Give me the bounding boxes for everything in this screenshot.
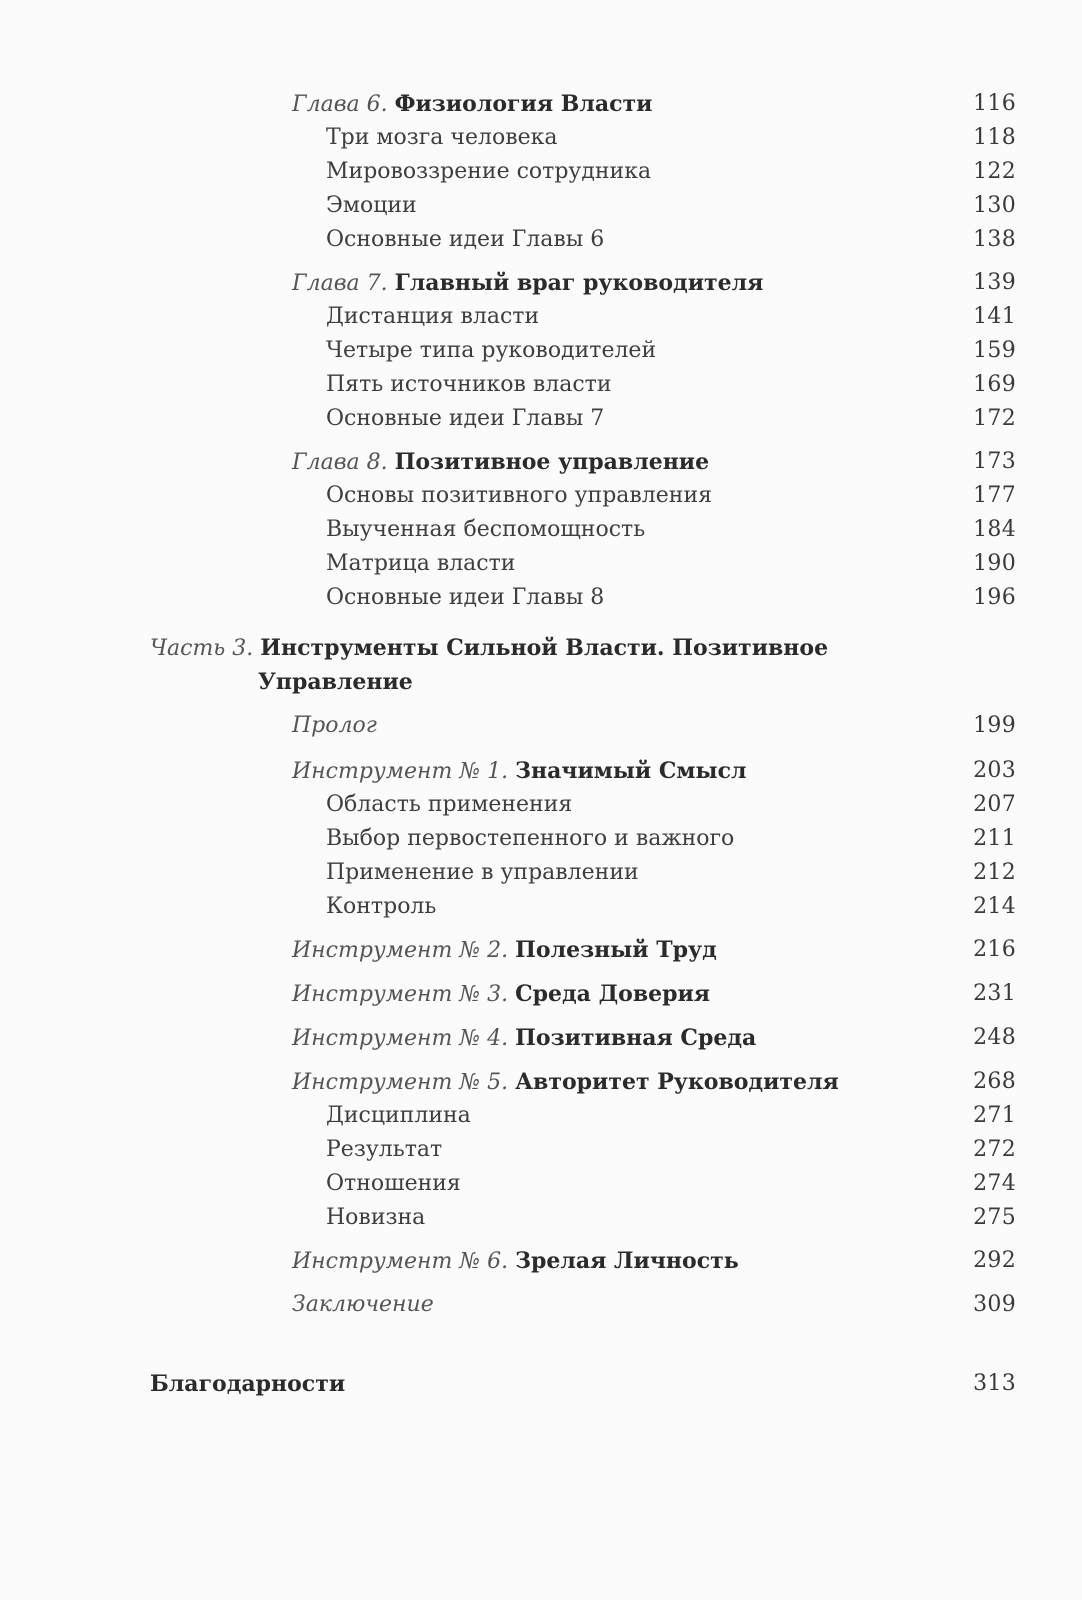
section-title: Основные идеи Главы 8	[326, 585, 605, 610]
section-title: Пять источников власти	[326, 372, 612, 397]
section-title: Выбор первостепенного и важного	[326, 826, 735, 851]
section-title: Четыре типа руководителей	[326, 338, 657, 363]
page-number: 177	[973, 483, 1016, 508]
page-number: 231	[973, 981, 1016, 1006]
acknowledgements-entry[interactable]	[0, 1367, 1082, 1401]
page-number: 207	[973, 792, 1016, 817]
section-entry[interactable]	[0, 513, 1082, 547]
chapter-title: Позитивное управление	[394, 449, 710, 475]
page-number: 122	[973, 159, 1016, 184]
conclusion-title: Заключение	[292, 1292, 434, 1317]
instrument-5-entry[interactable]	[0, 1065, 1082, 1099]
section-entry[interactable]	[0, 1167, 1082, 1201]
instrument-1-entry[interactable]	[0, 754, 1082, 788]
page-number: 159	[973, 338, 1016, 363]
instrument-prefix: Инструмент № 6.	[292, 1249, 509, 1274]
instrument-prefix: Инструмент № 4.	[292, 1026, 509, 1051]
page-number: 169	[973, 372, 1016, 397]
page-number: 248	[973, 1025, 1016, 1050]
page-number: 199	[973, 713, 1016, 738]
section-entry[interactable]	[0, 223, 1082, 257]
section-title: Выученная беспомощность	[326, 517, 646, 542]
section-entry[interactable]	[0, 788, 1082, 822]
section-entry[interactable]	[0, 121, 1082, 155]
section-title: Контроль	[326, 894, 437, 919]
page-number: 214	[973, 894, 1016, 919]
part-title-line2: Управление	[258, 669, 413, 695]
part-title: Инструменты Сильной Власти. Позитивное	[260, 635, 829, 661]
chapter-6-entry[interactable]	[0, 87, 1082, 121]
instrument-title: Среда Доверия	[515, 981, 711, 1007]
section-title: Матрица власти	[326, 551, 516, 576]
page-number: 211	[973, 826, 1016, 851]
page-number: 130	[973, 193, 1016, 218]
section-title: Отношения	[326, 1171, 461, 1196]
page-number: 190	[973, 551, 1016, 576]
instrument-title: Авторитет Руководителя	[515, 1069, 839, 1095]
part-3-title-continuation	[0, 665, 1082, 699]
section-entry[interactable]	[0, 856, 1082, 890]
page-number: 274	[973, 1171, 1016, 1196]
section-entry[interactable]	[0, 581, 1082, 615]
chapter-prefix: Глава 8.	[292, 450, 388, 475]
page-number: 309	[973, 1292, 1016, 1317]
section-title: Область применения	[326, 792, 573, 817]
instrument-prefix: Инструмент № 3.	[292, 982, 509, 1007]
page-number: 271	[973, 1103, 1016, 1128]
page-number: 275	[973, 1205, 1016, 1230]
page-number: 212	[973, 860, 1016, 885]
section-entry[interactable]	[0, 1133, 1082, 1167]
acknowledgements-title: Благодарности	[150, 1371, 346, 1397]
section-entry[interactable]	[0, 334, 1082, 368]
page-number: 313	[973, 1371, 1016, 1396]
section-entry[interactable]	[0, 890, 1082, 924]
instrument-title: Значимый Смысл	[515, 758, 747, 784]
section-entry[interactable]	[0, 155, 1082, 189]
section-entry[interactable]	[0, 300, 1082, 334]
instrument-4-entry[interactable]	[0, 1021, 1082, 1055]
section-entry[interactable]	[0, 822, 1082, 856]
section-entry[interactable]	[0, 547, 1082, 581]
section-entry[interactable]	[0, 1099, 1082, 1133]
chapter-title: Главный враг руководителя	[394, 270, 764, 296]
page-number: 196	[973, 585, 1016, 610]
instrument-prefix: Инструмент № 2.	[292, 938, 509, 963]
page-number: 116	[973, 91, 1016, 116]
chapter-title: Физиология Власти	[394, 91, 653, 117]
page-number: 172	[973, 406, 1016, 431]
section-title: Эмоции	[326, 193, 417, 218]
prologue-title: Пролог	[292, 713, 377, 738]
section-title: Мировоззрение сотрудника	[326, 159, 652, 184]
section-entry[interactable]	[0, 189, 1082, 223]
section-title: Новизна	[326, 1205, 426, 1230]
page-number: 292	[973, 1248, 1016, 1273]
section-title: Основы позитивного управления	[326, 483, 713, 508]
section-title: Результат	[326, 1137, 443, 1162]
chapter-prefix: Глава 7.	[292, 271, 388, 296]
conclusion-entry[interactable]	[0, 1288, 1082, 1322]
page-number: 272	[973, 1137, 1016, 1162]
page-number: 138	[973, 227, 1016, 252]
part-prefix: Часть 3.	[150, 636, 254, 661]
instrument-prefix: Инструмент № 5.	[292, 1070, 509, 1095]
page-number: 216	[973, 937, 1016, 962]
section-title: Дисциплина	[326, 1103, 471, 1128]
page-number: 203	[973, 758, 1016, 783]
chapter-7-entry[interactable]	[0, 266, 1082, 300]
page-number: 268	[973, 1069, 1016, 1094]
section-entry[interactable]	[0, 368, 1082, 402]
instrument-3-entry[interactable]	[0, 977, 1082, 1011]
instrument-title: Позитивная Среда	[515, 1025, 757, 1051]
page-number: 118	[973, 125, 1016, 150]
section-entry[interactable]	[0, 479, 1082, 513]
chapter-8-entry[interactable]	[0, 445, 1082, 479]
section-entry[interactable]	[0, 1201, 1082, 1235]
section-title: Применение в управлении	[326, 860, 639, 885]
section-title: Основные идеи Главы 7	[326, 406, 605, 431]
section-title: Дистанция власти	[326, 304, 540, 329]
instrument-title: Полезный Труд	[515, 937, 717, 963]
part-3-entry[interactable]	[0, 631, 1082, 665]
page-number: 173	[973, 449, 1016, 474]
chapter-prefix: Глава 6.	[292, 92, 388, 117]
section-title: Три мозга человека	[326, 125, 558, 150]
section-title: Основные идеи Главы 6	[326, 227, 605, 252]
page-number: 141	[973, 304, 1016, 329]
prologue-entry[interactable]	[0, 709, 1082, 743]
page-number: 139	[973, 270, 1016, 295]
instrument-title: Зрелая Личность	[515, 1248, 739, 1274]
instrument-6-entry[interactable]	[0, 1244, 1082, 1278]
instrument-prefix: Инструмент № 1.	[292, 759, 509, 784]
instrument-2-entry[interactable]	[0, 933, 1082, 967]
page-number: 184	[973, 517, 1016, 542]
section-entry[interactable]	[0, 402, 1082, 436]
